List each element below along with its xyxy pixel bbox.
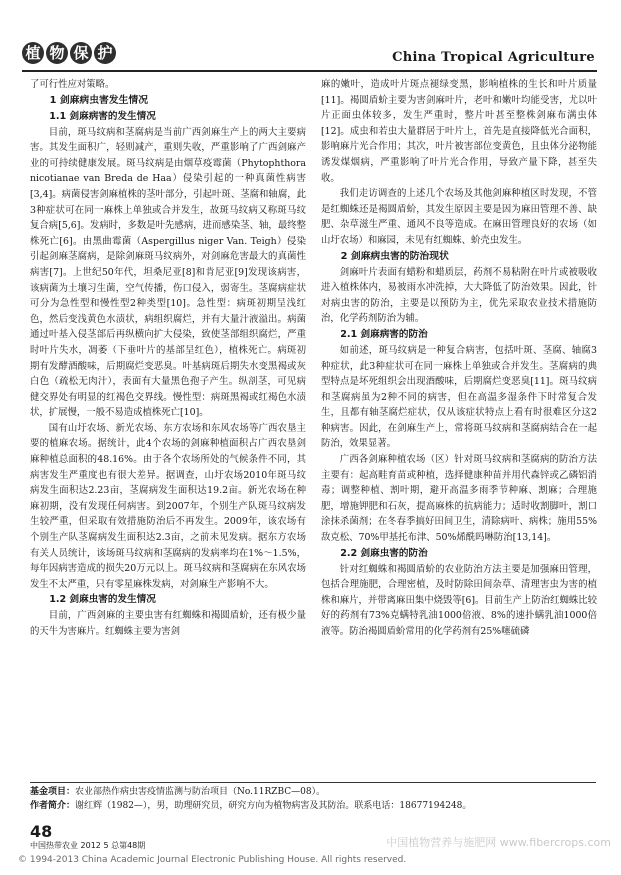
journal-title-en: China Tropical Agriculture <box>392 50 595 65</box>
paragraph: 目前，广西剑麻的主要虫害有红蜘蛛和褐圆盾蚧，还有极少量的天牛为害麻片。红蜘蛛主要为害剑 <box>30 610 306 637</box>
subsection-heading: 1.2 剑麻虫害的发生情况 <box>49 594 156 606</box>
footnote-label: 作者简介： <box>30 801 76 811</box>
paragraph: 剑麻叶片表面有蜡粉和蜡质层，药剂不易粘附在叶片或被吸收进入植株体内，易被雨水冲洗掉，大大降低了防治效果。因此，针对病虫害的防治，主要是以预防为主，优先采取农业技术措施防治，化学药剂防治为辅。 <box>321 266 597 325</box>
footnote-text: 谢红辉（1982—），男，助理研究员，研究方向为植物病害及其防治。联系电话：18677194248。 <box>75 801 472 811</box>
journal-section-logo <box>22 42 116 66</box>
logo-char: 护 <box>94 42 116 64</box>
copyright-notice: © 1994-2013 China Academic Journal Electronic Publishing House. All rights reserved. <box>18 855 407 865</box>
right-column <box>321 77 597 640</box>
paragraph: 我们走访调查的上述几个农场及其他剑麻种植区时发现，不管是红蜘蛛还是褐圆盾蚧，其发生原因主要是因为麻田管理不善、缺肥、杂草滋生严重、通风不良等造成。在麻田管理良好的农场（如山圩农场）和麻园，未见有红蜘蛛、蚧壳虫发生。 <box>321 188 597 246</box>
logo-char: 物 <box>46 42 68 64</box>
footnote-label: 基金项目： <box>30 787 76 797</box>
paragraph: 针对红蜘蛛和褐圆盾蚧的农业防治方法主要是加强麻田管理，包括合理施肥，合理密植，及时防除田间杂草、清理害虫为害的植株和麻片，并带离麻田集中烧毁等[6]。目前生产上防治红蜘蛛比较好的药剂有73%克螨特乳油1000倍液、8%的速扑螨乳油1000倍液等。防治褐圆盾蚧常用的化学药剂有25%噻硫磷 <box>321 563 597 637</box>
paragraph: 了可行性应对策略。 <box>30 79 115 90</box>
header-divider <box>22 70 597 72</box>
footnote-funding <box>30 786 596 799</box>
page-number: 48 <box>30 822 53 841</box>
paragraph: 国有山圩农场、新光农场、东方农场和东风农场等广西农垦主要的植麻农场。据统计，此4个农场的剑麻种植面积占广西农垦剑麻种植总面积的48.16%。由于各个农场所处的气候条件不同，其病害发生严重度也有很大差异。据调查，山圩农场2010年斑马纹病发生面积达2.23亩，茎腐病发生面积达19.2亩。新光农场在种麻初期，没有发现任何病害。到2007年，个别生产队斑马纹病发生较严重，但采取有效措施防治后不再发生。2009年，该农场有个别生产队茎腐病发生面积达2.3亩，之前未见发病。据东方农场有关人员统计，该场斑马纹病和茎腐病的发病率均在1%～1.5%，每年因病害造成的损失20万元以上。斑马纹病和茎腐病在东风农场发生不太严重，只有零星麻株发病，对剑麻生产影响不大。 <box>30 422 306 590</box>
paragraph: 目前，斑马纹病和茎腐病是当前广西剑麻生产上的两大主要病害。其发生面积广，轻则减产，重则失收，严重影响了广西剑麻产业的可持续健康发展。斑马纹病是由烟草疫霉菌（Phytophthora nicotianae van Breda de Haa）侵染引起的一种真菌性病害[3,4]。病菌侵害剑麻植株的茎叶部分，引起叶斑、茎腐和轴腐，此3种症状可在同一麻株上单独或合并发生，故斑马纹病又称斑马纹复合病[5,6]。发病时，多数是叶先感病，进而感染茎、轴，最终整株死亡[6]。由黑曲霉菌（Aspergillus niger Van. Teigh）侵染引起剑麻茎腐病，是除剑麻斑马纹病外，对剑麻危害最大的真菌性病害[7]。上世纪50年代，坦桑尼亚[8]和肯尼亚[9]发现该病害，该病菌为土壤习生菌，空气传播，伤口侵入，弱寄生。茎腐病症状可分为急性型和慢性型2种类型[10]。急性型：病斑初期呈浅红色，然后变浅黄色水渍状，病组织腐烂，并有大量汁液溢出。病菌通过叶基入侵茎部后再纵横向扩大侵染，致使茎部组织腐烂，严重时叶片失水，凋萎（下垂叶片的基部呈红色），植株死亡。病斑初期有发酵酒酸味，后期腐烂变恶臭。叶基病斑后期失水变黑褐或灰白色（疏松无肉汁），表面有大量黑色孢子产生。纵剖茎，可见病健交界处有明显的红褐色交界线。慢性型：病斑黑褐或红褐色水渍状，扩展慢，一般不易造成植株死亡[10]。 <box>30 126 306 419</box>
subsection-heading: 2.1 剑麻病害的防治 <box>340 328 428 340</box>
site-watermark: 中国植物营养与施肥网 www.fibercrops.com <box>386 836 611 849</box>
paragraph: 如前述，斑马纹病是一种复合病害，包括叶斑、茎腐、轴腐3种症状，此3种症状可在同一麻株上单独或合并发生。茎腐病的典型特点是坏死组织会出现酒酸味，后期腐烂变恶臭[11]。斑马纹病和茎腐病虽为2种不同的病害，但在高温多湿条件下时常复合发生，且都有轴茎腐烂症状，仅从该症状特点上看有时很难区分这2种病害。因此，在剑麻生产上，常将斑马纹病和茎腐病结合在一起防治，效果显著。 <box>321 344 597 450</box>
subsection-heading: 1.1 剑麻病害的发生情况 <box>49 110 156 122</box>
paragraph: 广西各剑麻种植农场（区）针对斑马纹病和茎腐病的防治方法主要有：起高畦育苗或种植，选择健康种苗并用代森锌或乙磷铝消毒；调整种植、割叶期，避开高温多雨季节种麻、割麻；合理施肥，增施钾肥和石灰，提高麻株的抗病能力；适时收割脚叶，割口涂抹杀菌剂；在冬春季搞好田间卫生，清除病叶、病株；施用55%敌克松、70%甲基托布津、50%烯酰吗啉防治[13,14]。 <box>321 454 597 544</box>
section-heading: 2 剑麻病虫害的防治现状 <box>340 250 449 262</box>
left-column <box>30 77 306 640</box>
footnote-author <box>30 800 596 813</box>
issue-info: 中国热带农业 2012 5 总第48期 <box>30 841 146 850</box>
section-heading: 1 剑麻病虫害发生情况 <box>49 94 148 106</box>
footnote-divider <box>30 782 596 783</box>
subsection-heading: 2.2 剑麻虫害的防治 <box>340 547 428 559</box>
logo-char: 植 <box>22 42 44 64</box>
footnote-text: 农业部热作病虫害疫情监测与防治项目（No.11RZBC—08）。 <box>75 787 326 797</box>
paragraph: 麻的嫩叶，造成叶片斑点褪绿变黑，影响植株的生长和叶片质量[11]。褐圆盾蚧主要为害剑麻叶片，老叶和嫩叶均能受害，尤以叶片正面虫体较多，发生严重时，整片叶甚至整株剑麻布满虫体[12]。成虫和若虫大量群居于叶片上，首先是直接降低光合面积，影响麻片光合作用；其次，叶片被害部位变黄色，且虫体分泌物能诱发煤烟病，严重影响了叶片光合作用，导致产量下降，甚至失收。 <box>321 79 597 184</box>
logo-char: 保 <box>70 42 92 64</box>
